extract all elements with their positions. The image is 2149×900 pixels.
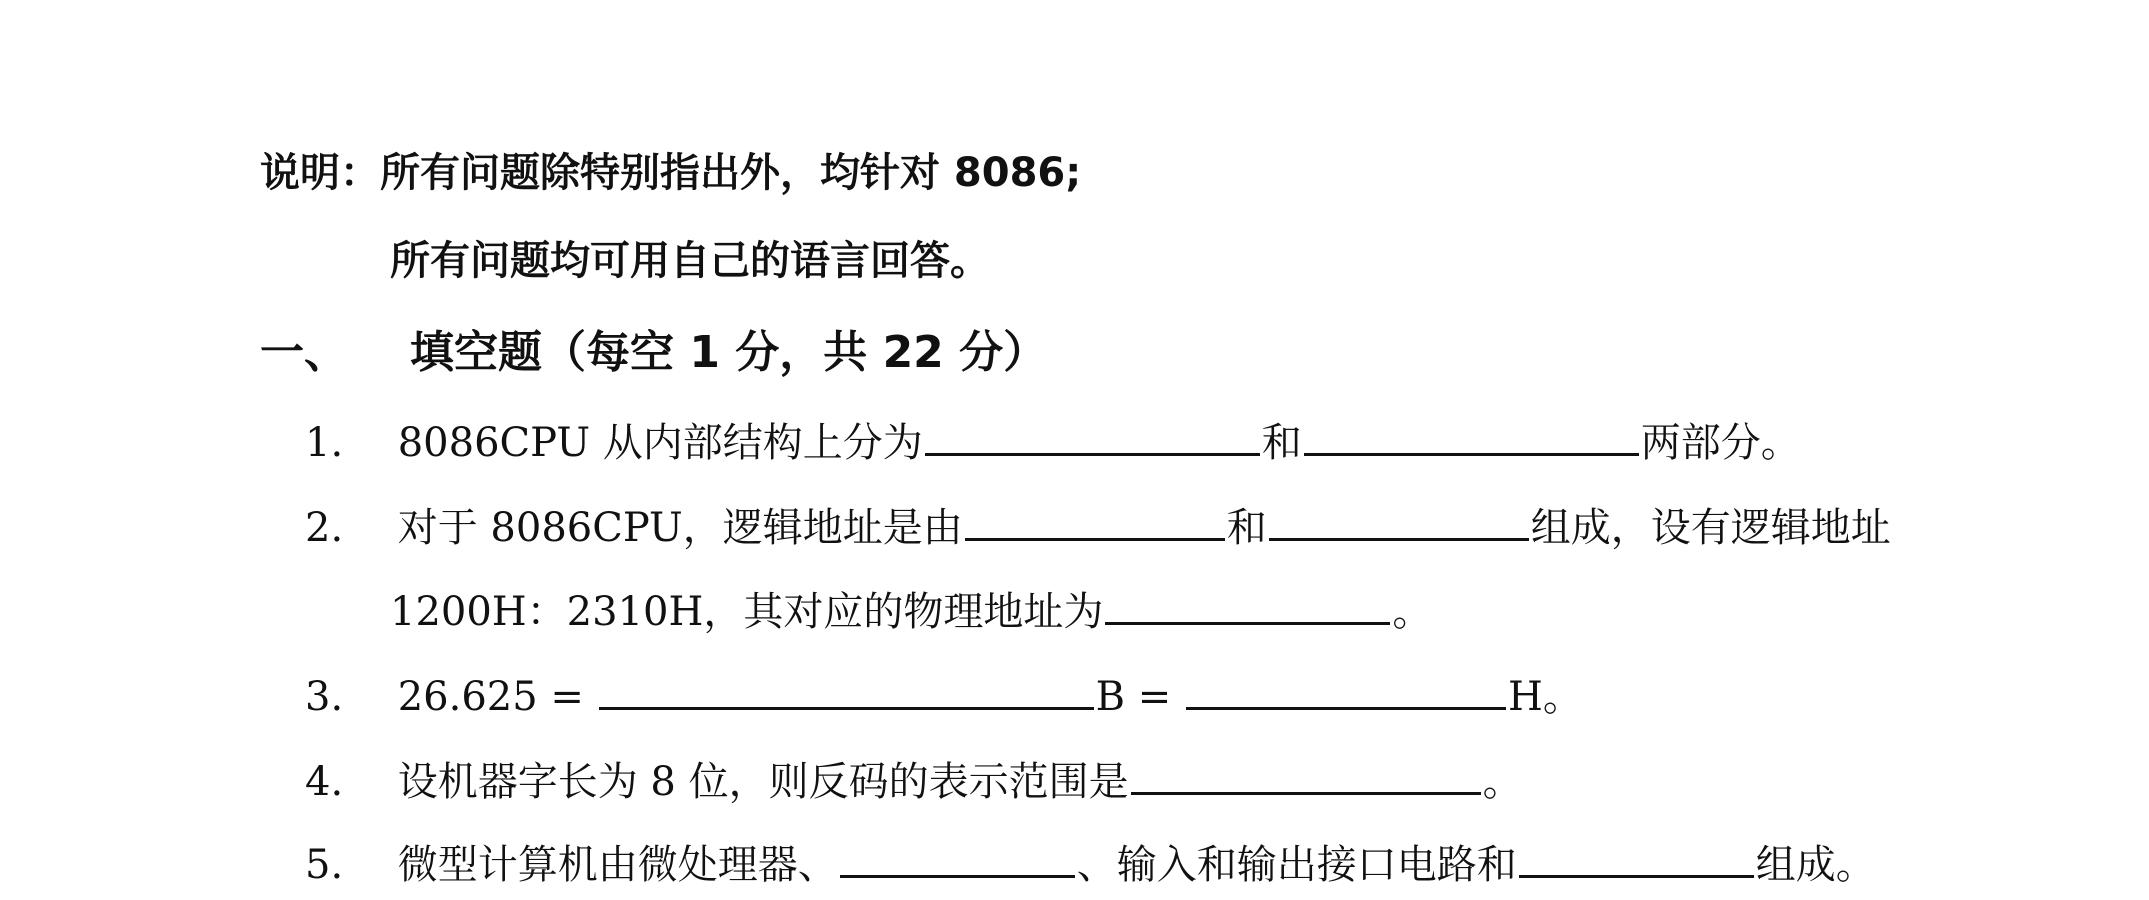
- question-text: H。: [1507, 674, 1583, 720]
- answer-blank[interactable]: [1519, 835, 1754, 878]
- question-text: 设机器字长为 8 位，则反码的表示范围是: [397, 759, 1129, 805]
- answer-blank[interactable]: [1131, 752, 1481, 795]
- question-3: [305, 667, 1583, 725]
- notes-text-1: 所有问题除特别指出外，均针对 8086;: [380, 150, 1082, 196]
- notes-line-1: [260, 145, 1081, 201]
- answer-blank[interactable]: [1304, 413, 1639, 456]
- question-2-continued: [390, 582, 1432, 640]
- answer-blank[interactable]: [1186, 667, 1506, 710]
- question-text: 1200H：2310H，其对应的物理地址为: [390, 589, 1104, 635]
- answer-blank[interactable]: [599, 667, 1094, 710]
- section-number: 一、: [260, 327, 348, 378]
- notes-label: 说明：: [260, 150, 380, 196]
- notes-text-2: 所有问题均可用自己的语言回答。: [390, 238, 990, 284]
- answer-blank[interactable]: [965, 498, 1225, 541]
- section-heading: [260, 325, 1047, 381]
- question-text: 组成，设有逻辑地址: [1530, 505, 1891, 551]
- question-text: 和: [1261, 420, 1302, 466]
- question-number: 3.: [305, 674, 344, 720]
- answer-blank[interactable]: [925, 413, 1260, 456]
- question-text: 对于 8086CPU，逻辑地址是由: [397, 505, 963, 551]
- answer-blank[interactable]: [1105, 582, 1390, 625]
- question-text: 8086CPU 从内部结构上分为: [397, 420, 923, 466]
- question-number: 4.: [305, 759, 344, 805]
- question-text: 组成。: [1755, 842, 1876, 888]
- question-text: 、输入和输出接口电路和: [1076, 842, 1517, 888]
- question-1: [305, 413, 1801, 471]
- question-text: B =: [1095, 674, 1172, 720]
- answer-blank[interactable]: [1269, 498, 1529, 541]
- notes-line-2: [390, 233, 990, 289]
- question-text: 。: [1482, 759, 1523, 805]
- question-2: [305, 498, 1891, 556]
- question-text: 微型计算机由微处理器、: [397, 842, 838, 888]
- question-text: 和: [1226, 505, 1267, 551]
- question-number: 5.: [305, 842, 344, 888]
- question-number: 2.: [305, 505, 344, 551]
- question-5: [305, 835, 1876, 893]
- question-4: [305, 752, 1523, 810]
- section-title: 填空题（每空 1 分，共 22 分）: [410, 327, 1048, 378]
- question-text: 26.625 =: [397, 674, 584, 720]
- question-text: 两部分。: [1640, 420, 1801, 466]
- question-number: 1.: [305, 420, 344, 466]
- question-text: 。: [1392, 589, 1433, 635]
- answer-blank[interactable]: [840, 835, 1075, 878]
